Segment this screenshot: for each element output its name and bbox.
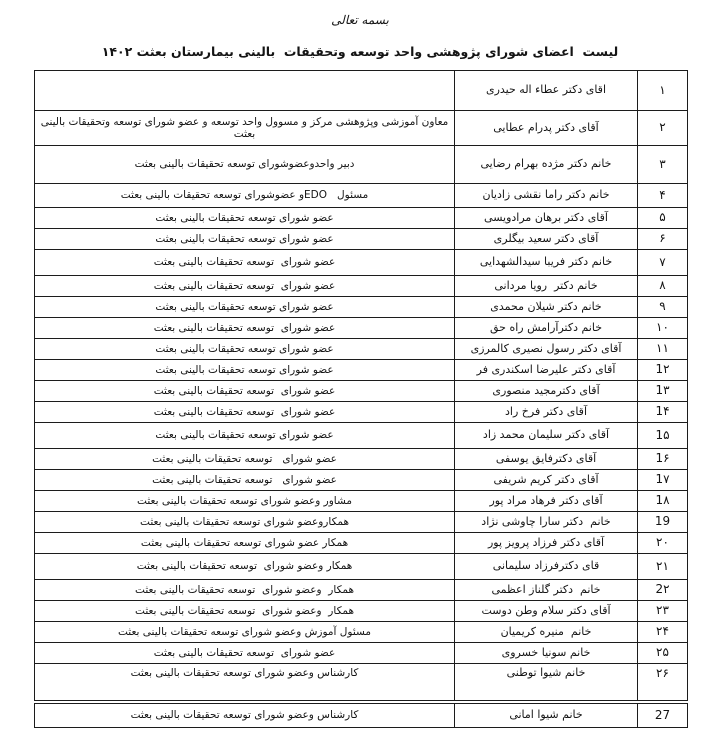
row-number: ۲۶	[637, 664, 687, 700]
table-row	[35, 297, 687, 318]
member-role: عضو شورای توسعه تحقیقات بالینی بعثت	[155, 211, 334, 224]
table-row	[35, 512, 687, 533]
member-name: اقای دکتر عطاء اله حیدری	[454, 71, 637, 110]
member-name: آقای دکتر برهان مرادویسی	[454, 208, 637, 228]
table-row	[35, 704, 687, 727]
member-name: آقای دکتر فرزاد پرویز پور	[454, 533, 637, 553]
table-row	[35, 643, 687, 664]
table-row	[35, 449, 687, 470]
member-role: عضو شورای توسعه تحقیقات بالینی بعثت	[153, 321, 336, 334]
row-number: 27	[637, 704, 687, 727]
member-name: خانم دکتر راما نقشی زادیان	[454, 184, 637, 207]
member-name: خانم شیوا توطنی	[454, 664, 637, 700]
row-number: ۲۳	[637, 601, 687, 621]
member-role: عضو شورای توسعه تحقیقات بالینی بعثت	[155, 363, 334, 376]
member-role: عضو شورای توسعه تحقیقات بالینی بعثت	[153, 279, 336, 292]
member-name: خانم دکتر گلناز اعظمی	[454, 580, 637, 600]
table-row	[35, 111, 687, 146]
member-role: مسئول EDOو عضوشورای توسعه تحقیقات بالینی بعثت	[120, 189, 369, 202]
member-name: خانم دکتر سارا چاوشی نژاد	[454, 512, 637, 532]
member-role: همکار وعضو شورای توسعه تحقیقات بالینی بعثت	[135, 604, 354, 617]
table-row	[35, 276, 687, 297]
member-role: عضو شورای توسعه تحقیقات بالینی بعثت	[155, 232, 334, 245]
row-number: ۲۱	[637, 554, 687, 579]
member-role: همکار وعضو شورای توسعه تحقیقات بالینی بعثت	[135, 583, 354, 596]
member-role: عضو شورای توسعه تحقیقات بالینی بعثت	[153, 405, 336, 418]
member-role: عضو شورای توسعه تحقیقات بالینی بعثت	[153, 384, 336, 397]
member-name: آقای دکتر پدرام عطایی	[454, 111, 637, 145]
member-role: همکار عضو شورای توسعه تحقیقات بالینی بعثت	[140, 536, 349, 549]
member-name: خانم سونیا خسروی	[454, 643, 637, 663]
member-role: کارشناس وعضو شورای توسعه تحقیقات بالینی بعثت	[130, 709, 359, 722]
table-row	[35, 339, 687, 360]
member-name: آقای دکتر علیرضا اسکندری فر	[454, 360, 637, 380]
member-role: عضو شورای توسعه تحقیقات بالینی بعثت	[152, 473, 337, 486]
row-number: 19	[637, 512, 687, 532]
member-name: آقای دکتر سلیمان محمد زاد	[454, 423, 637, 448]
table-row	[35, 360, 687, 381]
member-name: خانم منیره کریمیان	[454, 622, 637, 642]
member-name: آقای دکترفایق یوسفی	[454, 449, 637, 469]
row-number: 1۷	[637, 470, 687, 490]
row-number: ۱	[637, 71, 687, 110]
row-number: ۴	[637, 184, 687, 207]
table-row	[35, 491, 687, 512]
row-number: ۳	[637, 146, 687, 183]
members-table	[34, 70, 688, 701]
row-number: ۷	[637, 250, 687, 275]
row-number: ۲۵	[637, 643, 687, 663]
member-name: آقای دکتر فرهاد مراد پور	[454, 491, 637, 511]
member-role: معاون آموزشی وپژوهشی مرکز و مسوول واحد توسعه و عضو شورای توسعه وتحقیقات بالینی بعثت	[37, 115, 449, 140]
row-number: ۵	[637, 208, 687, 228]
row-number: ۱۰	[637, 318, 687, 338]
row-number: ۶	[637, 229, 687, 249]
table-row	[35, 423, 687, 449]
member-role	[35, 71, 454, 110]
member-name: قای دکترفرزاد سلیمانی	[454, 554, 637, 579]
member-role: عضو شورای توسعه تحقیقات بالینی بعثت	[155, 300, 334, 313]
member-role: عضو شورای توسعه تحقیقات بالینی بعثت	[155, 429, 334, 442]
member-name: آقای دکتر رسول نصیری کالمرزی	[454, 339, 637, 359]
member-name: خانم دکتر مژده بهرام رضایی	[454, 146, 637, 183]
member-name: آقای دکتر سلام وطن دوست	[454, 601, 637, 621]
members-table-footer	[34, 703, 688, 728]
page-title: لیست اعضای شورای پژوهشی واحد توسعه وتحقیقات بالینی بیمارستان بعثت ۱۴۰۲	[101, 44, 619, 59]
table-row	[35, 250, 687, 276]
member-role: عضو شورای توسعه تحقیقات بالینی بعثت	[152, 452, 337, 465]
table-row	[35, 601, 687, 622]
row-number: ۲	[637, 111, 687, 145]
member-role: همکار وعضو شورای توسعه تحقیقات بالینی بعثت	[136, 560, 353, 573]
row-number: 2۲	[637, 580, 687, 600]
table-row	[35, 402, 687, 423]
member-role: عضو شورای توسعه تحقیقات بالینی بعثت	[153, 256, 336, 269]
member-role: عضو شورای توسعه تحقیقات بالینی بعثت	[155, 342, 334, 355]
table-row	[35, 533, 687, 554]
row-number: 1۳	[637, 381, 687, 401]
table-row	[35, 381, 687, 402]
member-role: مشاور وعضو شورای توسعه تحقیقات بالینی بعثت	[137, 494, 352, 507]
member-role: عضو شورای توسعه تحقیقات بالینی بعثت	[153, 646, 336, 659]
table-row	[35, 71, 687, 111]
row-number: 1۸	[637, 491, 687, 511]
member-name: آقای دکتر سعید بیگلری	[454, 229, 637, 249]
row-number: ۱۱	[637, 339, 687, 359]
member-name: آقای دکترمجید منصوری	[454, 381, 637, 401]
table-row	[35, 229, 687, 250]
table-row	[35, 554, 687, 580]
member-name: خانم دکترآرامش راه حق	[454, 318, 637, 338]
member-role: همکاروعضو شورای توسعه تحقیقات بالینی بعثت	[140, 515, 349, 528]
table-row	[35, 470, 687, 491]
row-number: 1۶	[637, 449, 687, 469]
row-number: ۸	[637, 276, 687, 296]
row-number: ۲۰	[637, 533, 687, 553]
member-name: آقای دکتر کریم شریفی	[454, 470, 637, 490]
row-number: 1۵	[637, 423, 687, 448]
row-number: ۲۴	[637, 622, 687, 642]
table-row	[35, 580, 687, 601]
member-name: خانم دکتر رویا مردانی	[454, 276, 637, 296]
table-row	[35, 146, 687, 184]
table-row	[35, 184, 687, 208]
row-number: 1۴	[637, 402, 687, 422]
bismillah-text: بسمه تعالی	[331, 13, 389, 27]
member-name: خانم شیوا امانی	[454, 704, 637, 727]
table-row	[35, 318, 687, 339]
row-number: ۹	[637, 297, 687, 317]
member-name: خانم دکتر فریبا سیدالشهدایی	[454, 250, 637, 275]
member-role: دبیر واحدوعضوشورای توسعه تحقیقات بالینی بعثت	[134, 158, 355, 171]
member-name: خانم دکتر شیلان محمدی	[454, 297, 637, 317]
row-number: 1۲	[637, 360, 687, 380]
member-role: کارشناس وعضو شورای توسعه تحقیقات بالینی بعثت	[130, 667, 359, 679]
table-row	[35, 664, 687, 700]
member-role: مسئول آموزش وعضو شورای توسعه تحقیقات بالینی بعثت	[118, 625, 372, 638]
table-row	[35, 622, 687, 643]
table-row	[35, 208, 687, 229]
member-name: آقای دکتر فرخ راد	[454, 402, 637, 422]
